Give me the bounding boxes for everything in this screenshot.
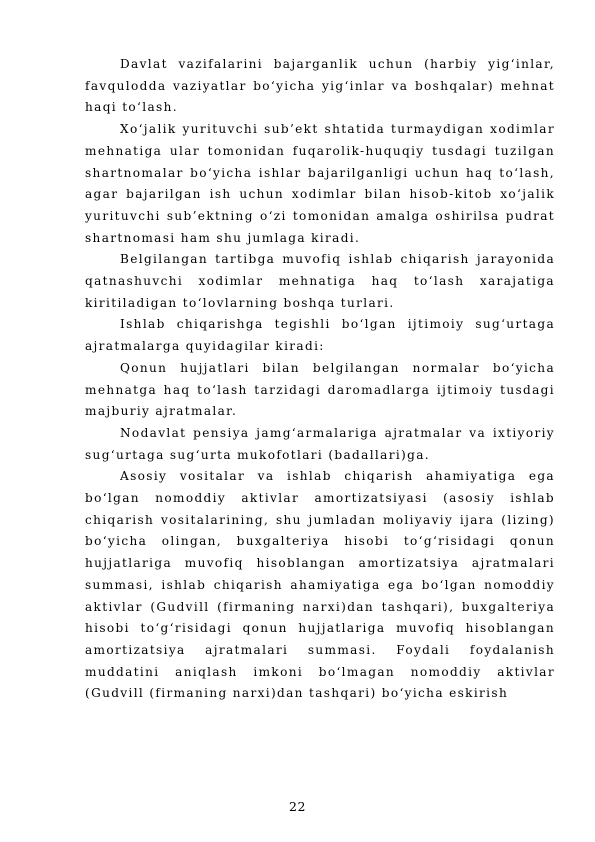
- paragraph-non-staff-contract-pay: Xo‘jalik yurituvchi sub’ekt shtatida turmaydigan xodimlar mehnatiga ular tomonidan fuqarolik-huquqiy tusdagi tuzilgan shartnomalar bo‘yicha ishlar bajarilganligi uchun haq to‘lash, agar bajarilgan ish uchun xodimlar bilan hisob-kitob xo‘jalik yurituvchi sub’ektning o‘zi tomonidan amalga oshirilsa pudrat shartnomasi ham shu jumlaga kiradi.: [85, 122, 555, 245]
- page-number: 22: [289, 799, 306, 814]
- paragraph-social-insurance-intro: Ishlab chiqarishga tegishli bo‘lgan ijtimoiy sug‘urtaga ajratmalarga quyidagilar kiradi:: [85, 317, 555, 354]
- paragraph-state-duties-pay: Davlat vazifalarini bajarganlik uchun (harbiy yig‘inlar, favqulodda vaziyatlar bo‘yicha yig‘inlar va boshqalar) mehnat haqi to‘lash.: [85, 57, 555, 115]
- paragraph-amortization: Asosiy vositalar va ishlab chiqarish ahamiyatiga ega bo‘lgan nomoddiy aktivlar amortizatsiyasi (asosiy ishlab chiqarish vositalarining, shu jumladan moliyaviy ijara (lizing) bo‘yicha olingan, buxgalteriya hisobi to‘g‘risidagi qonun hujjatlariga muvofiq hisoblangan amortizatsiya ajratmalari summasi, ishlab chiqarish ahamiyatiga ega bo‘lgan nomoddiy aktivlar (Gudvill (firmaning narxi)dan tashqari), buxgalteriya hisobi to‘g‘risidagi qonun hujjatlariga muvofiq hisoblangan amortizatsiya ajratmalari summasi. Foydali foydalanish muddatini aniqlash imkoni bo‘lmagan nomoddiy aktivlar (Gudvill (firmaning narxi)dan tashqari) bo‘yicha eskirish: [85, 469, 555, 701]
- paragraph-other-payment-types: Belgilangan tartibga muvofiq ishlab chiqarish jarayonida qatnashuvchi xodimlar mehnatiga haq to‘lash xarajatiga kiritiladigan to‘lovlarning boshqa turlari.: [85, 252, 555, 310]
- paragraph-pension-fund-contributions: Nodavlat pensiya jamg‘armalariga ajratmalar va ixtiyoriy sug‘urtaga sug‘urta mukofotlari (badallari)ga.: [85, 425, 555, 462]
- document-page: [85, 54, 555, 705]
- paragraph-mandatory-social-contributions: Qonun hujjatlari bilan belgilangan normalar bo‘yicha mehnatga haq to‘lash tarzidagi daromadlarga ijtimoiy tusdagi majburiy ajratmalar.: [85, 360, 555, 419]
